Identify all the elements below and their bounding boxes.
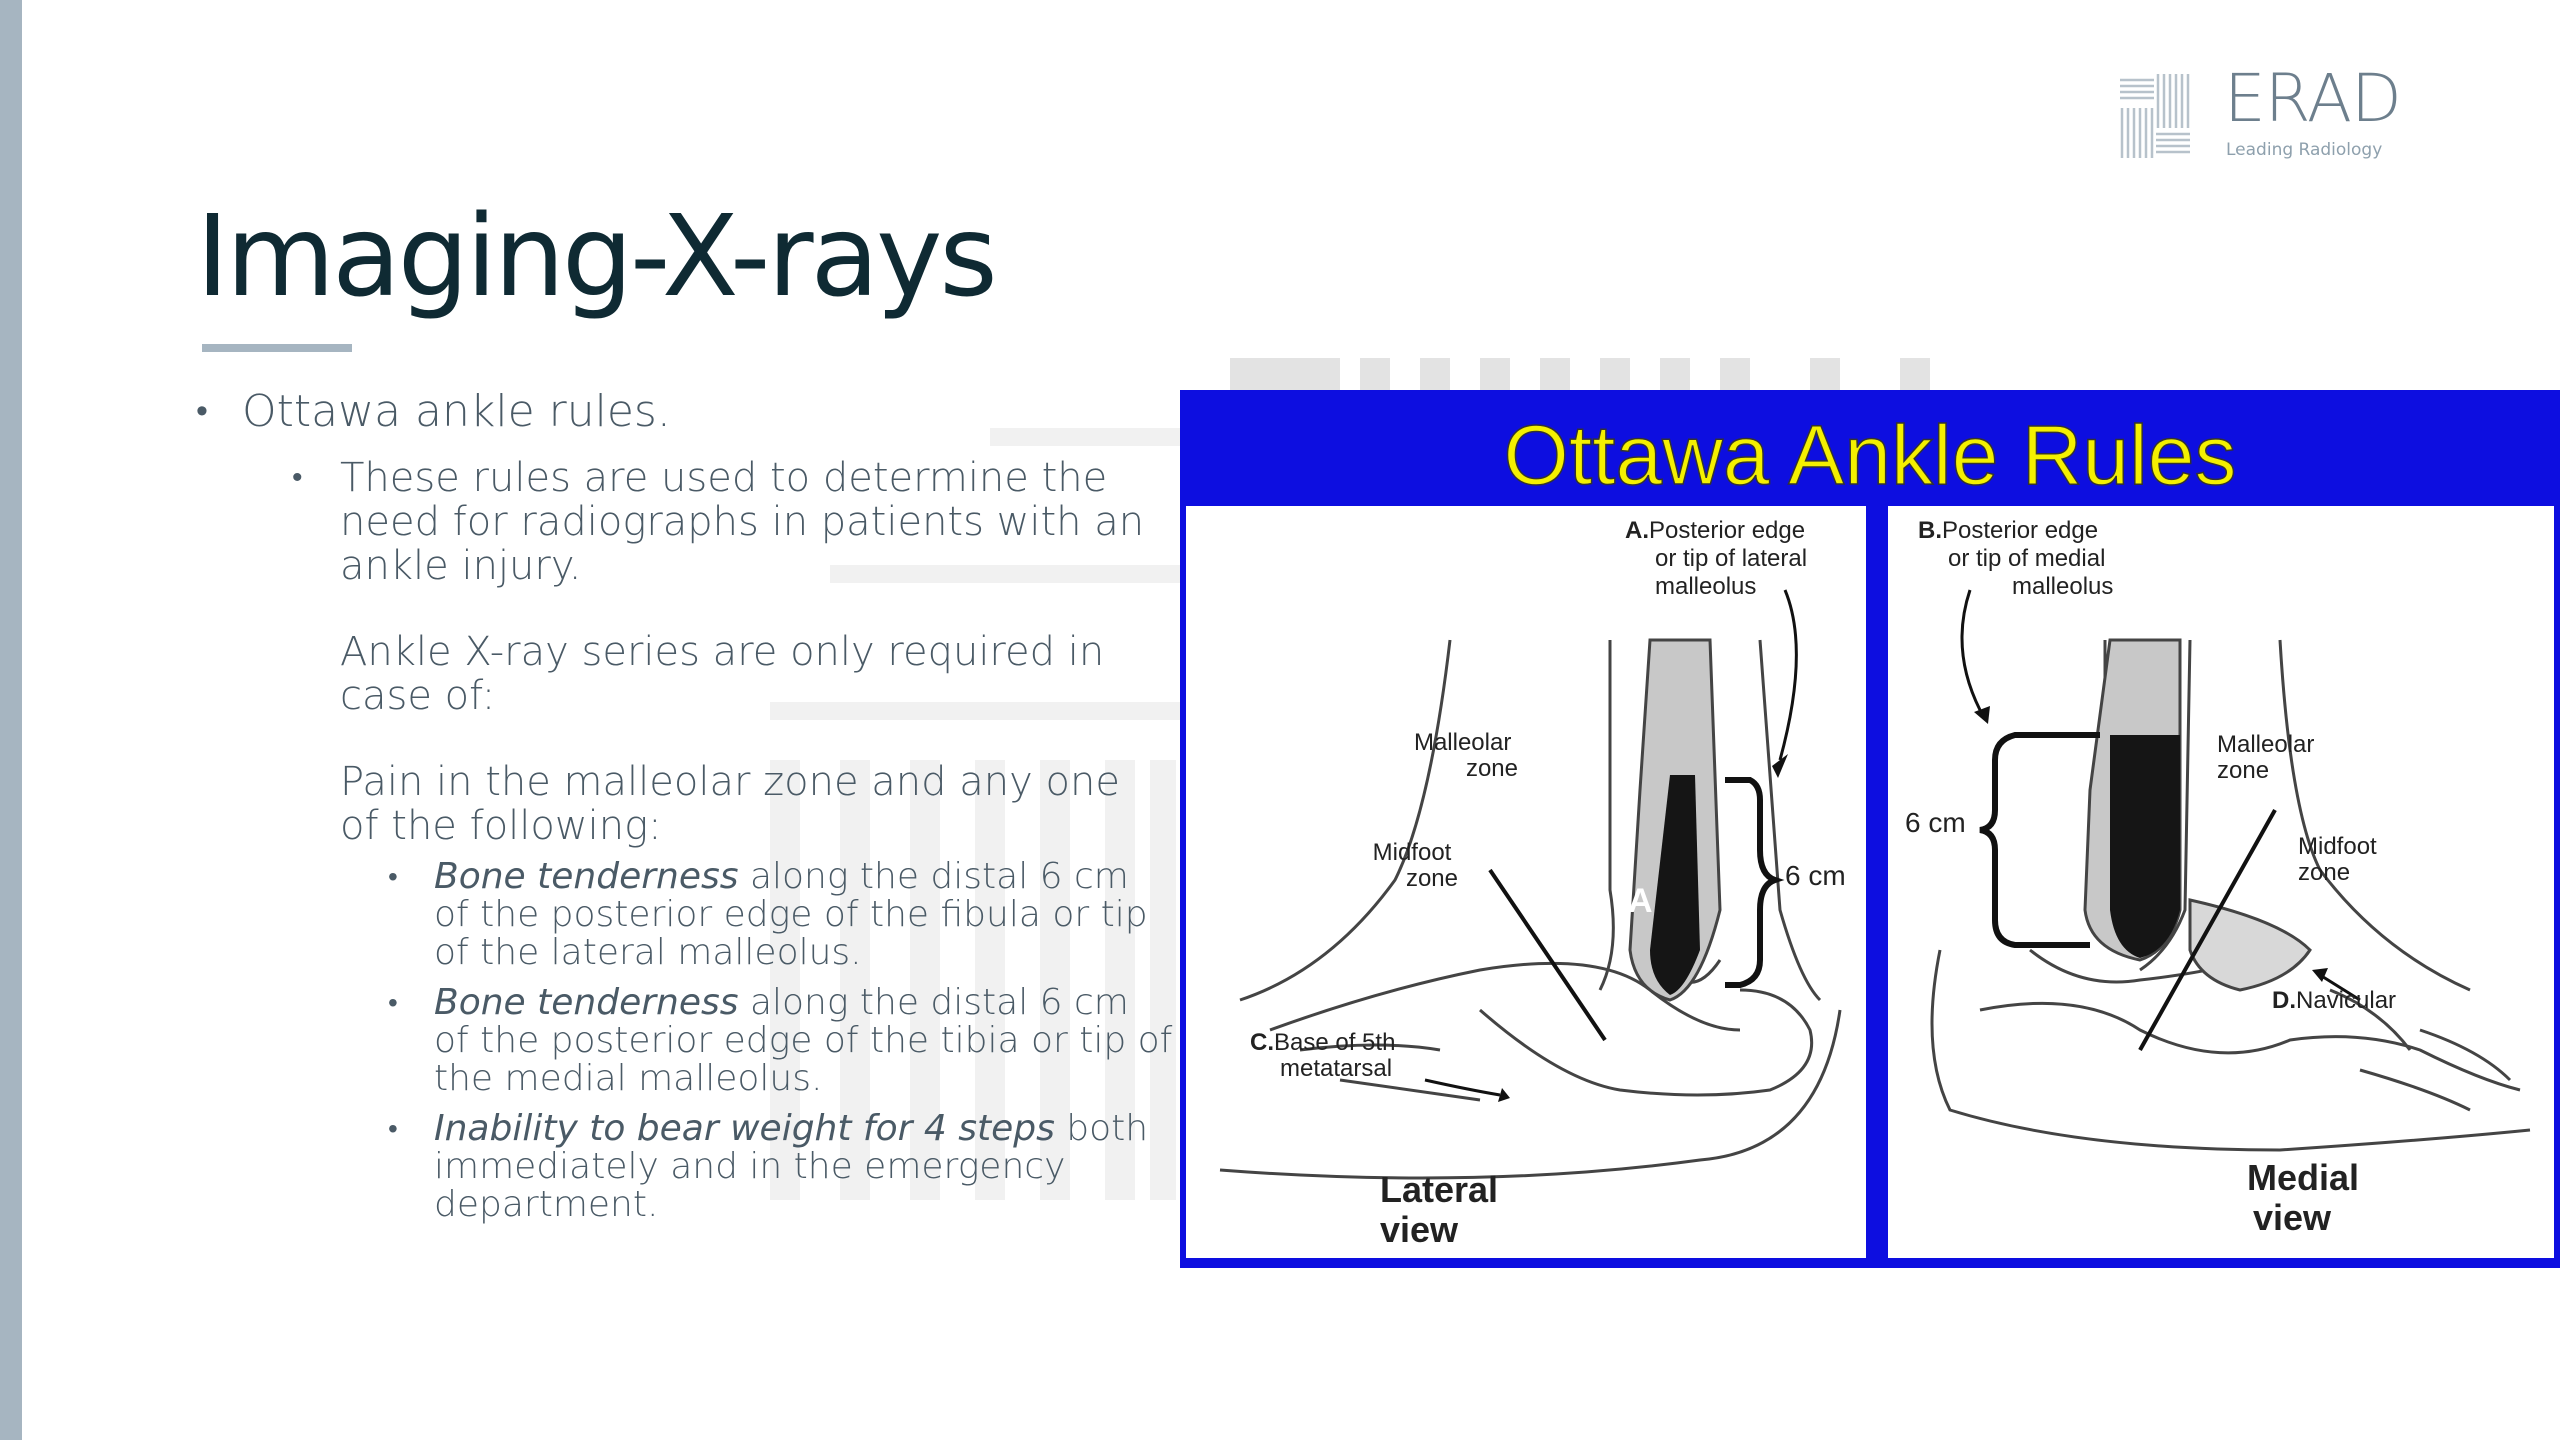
medial-malleolus-zone [2110, 735, 2180, 958]
lateral-panel [1186, 506, 1866, 1258]
slide-body [196, 386, 1186, 1236]
label-d: D.Navicular [2272, 987, 2397, 1014]
paragraph-rules-purpose: These rules are used to determine the need for radiographs in patients with an ankle injury. [340, 455, 1145, 589]
ottawa-ankle-rules-figure [1180, 390, 2560, 1268]
bullet-dot: • [388, 860, 398, 893]
criteria-emphasis: Bone tenderness [434, 982, 739, 1023]
bullet-level1 [196, 386, 1186, 437]
bullet-level2-body [340, 456, 1160, 858]
bullet-level2 [292, 456, 1186, 858]
title-underline [202, 344, 352, 352]
criteria-text [434, 984, 1174, 1098]
criteria-emphasis: Bone tenderness [434, 856, 739, 897]
bullet-dot: • [388, 986, 398, 1019]
bullet-dot: • [292, 460, 303, 495]
six-cm-label-lateral: 6 cm [1785, 860, 1846, 891]
criteria-emphasis: Inability to bear weight for 4 steps [434, 1108, 1055, 1149]
logo-tagline: Leading Radiology [2226, 140, 2383, 160]
marker-a: A [1628, 882, 1653, 920]
medial-panel [1888, 506, 2554, 1258]
six-cm-label-medial: 6 cm [1905, 807, 1966, 838]
criteria-item [388, 984, 1186, 1098]
criteria-rest: both immediately and in the emergency department. [434, 1108, 1149, 1225]
bullet-dot: • [388, 1112, 398, 1145]
criteria-item [388, 1110, 1186, 1224]
label-malleolar-zone-medial: Malleolar zone [2217, 731, 2315, 784]
figure-title: Ottawa Ankle Rules [1503, 408, 2237, 502]
lateral-view-label: Lateral view [1380, 1169, 1499, 1250]
label-malleolar-zone-lateral: Malleolar zone [1413, 729, 1518, 782]
paragraph-malleolar-pain: Pain in the malleolar zone and any one of the following: [340, 759, 1120, 849]
criteria-rest: along the distal 6 cm of the posterior edge of the fibula or tip of the lateral malleolus. [434, 856, 1148, 973]
bullet-level1-text: Ottawa ankle rules. [242, 386, 671, 437]
criteria-rest: along the distal 6 cm of the posterior edge of the tibia or tip of the medial malleolus. [434, 982, 1173, 1099]
criteria-text [434, 858, 1174, 972]
criteria-text [434, 1110, 1174, 1224]
medial-view-label: Medial view [2246, 1157, 2360, 1238]
paragraph-xray-required: Ankle X-ray series are only required in case of: [340, 629, 1105, 719]
logo-wordmark: ERAD [2224, 60, 2401, 137]
label-c: C.Base of 5th metatarsal [1250, 1029, 1396, 1082]
criteria-item [388, 858, 1186, 972]
label-a: A.Posterior edge or tip of lateral malleolus [1625, 517, 1808, 600]
label-midfoot-zone-medial: Midfoot zone [2298, 833, 2377, 886]
label-midfoot-zone-lateral: Midfoot zone [1372, 839, 1458, 892]
label-b: B.Posterior edge or tip of medial malleolus [1918, 517, 2114, 600]
slide-title: Imaging-X-rays [196, 192, 995, 322]
marker-b: B [2052, 823, 2076, 859]
bullet-dot: • [196, 391, 208, 431]
